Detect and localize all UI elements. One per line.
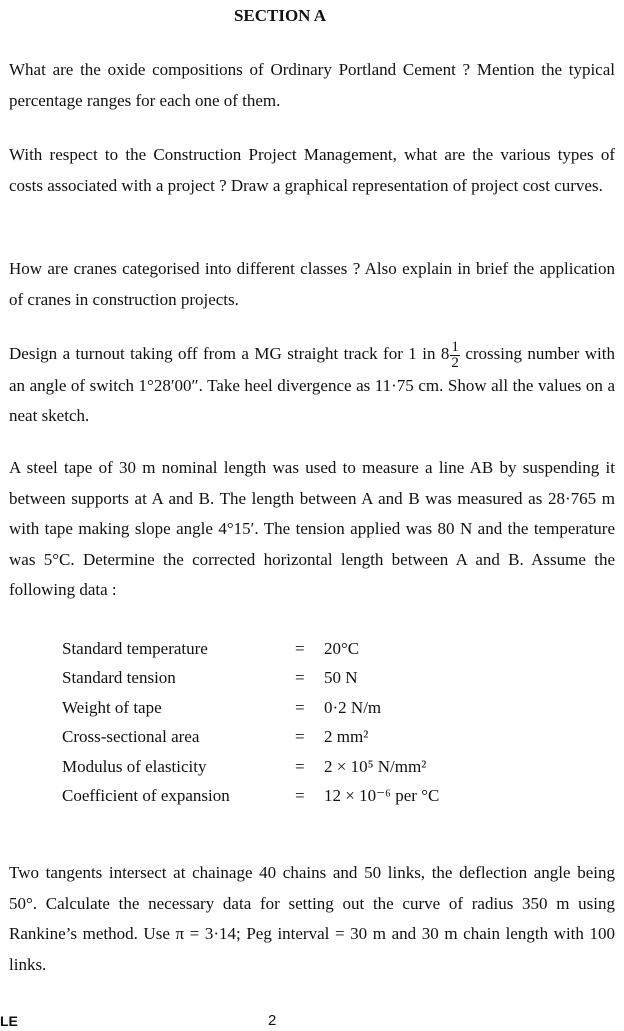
- data-equals: =: [295, 727, 305, 747]
- data-value: 2 × 10⁵ N/mm²: [324, 756, 427, 776]
- question-4-text-before: Design a turnout taking off from a MG straight track for 1 in 8: [9, 344, 450, 363]
- data-equals: =: [295, 668, 305, 688]
- question-3: How are cranes categorised into different classes ? Also explain in brief the application of cranes in construction projects.: [9, 259, 615, 309]
- data-value: 2 mm²: [324, 727, 369, 747]
- data-row: [62, 723, 439, 753]
- fraction-numerator: 1: [451, 338, 459, 355]
- question-4-text-after: crossing number with an angle of switch 1°28′00″. Take heel divergence as 11·75 cm. Show all the values on a neat sketch.: [9, 344, 615, 426]
- question-2: With respect to the Construction Project Management, what are the various types of costs associated with a project ? Draw a graphical representation of project cost curves.: [9, 145, 615, 195]
- data-row: [62, 752, 439, 782]
- footer-code: LE: [0, 1013, 18, 1029]
- question-4: [9, 339, 615, 432]
- data-equals: =: [295, 756, 305, 776]
- data-equals: =: [295, 638, 305, 658]
- data-equals: =: [295, 786, 305, 806]
- data-label: Standard tension: [62, 668, 176, 688]
- data-equals: =: [295, 697, 305, 717]
- section-heading: SECTION A: [233, 6, 327, 25]
- data-value: 20°C: [324, 638, 360, 658]
- data-row: [62, 693, 439, 723]
- data-label: Coefficient of expansion: [62, 786, 230, 806]
- data-label: Standard temperature: [62, 638, 208, 658]
- fraction-denominator: 2: [451, 354, 459, 371]
- data-label: Modulus of elasticity: [62, 756, 207, 776]
- data-value: 12 × 10⁻⁶ per °C: [324, 786, 440, 806]
- question-6: Two tangents intersect at chainage 40 chains and 50 links, the deflection angle being 50°. Calculate the necessary data for setting out the curve of radius 350 m using Rankine’s method. Use π = 3·14; Peg interval = 30 m and 30 m chain length with 100 links.: [9, 863, 615, 974]
- page-number: 2: [268, 1012, 277, 1029]
- data-row: [62, 664, 439, 694]
- data-row: [62, 634, 439, 664]
- question-1: What are the oxide compositions of Ordinary Portland Cement ? Mention the typical percentage ranges for each one of them.: [9, 60, 615, 110]
- data-value: 0·2 N/m: [324, 697, 382, 717]
- question-5: A steel tape of 30 m nominal length was used to measure a line AB by suspending it between supports at A and B. The length between A and B was measured as 28·765 m with tape making slope angle 4°15′. The tension applied was 80 N and the temperature was 5°C. Determine the corrected horizontal length between A and B. Assume the following data :: [9, 458, 615, 599]
- crossing-fraction: [450, 340, 460, 371]
- data-value: 50 N: [324, 668, 358, 688]
- data-label: Weight of tape: [62, 697, 162, 717]
- data-row: [62, 782, 439, 812]
- data-label: Cross-sectional area: [62, 727, 200, 747]
- assumed-data-table: [62, 634, 439, 811]
